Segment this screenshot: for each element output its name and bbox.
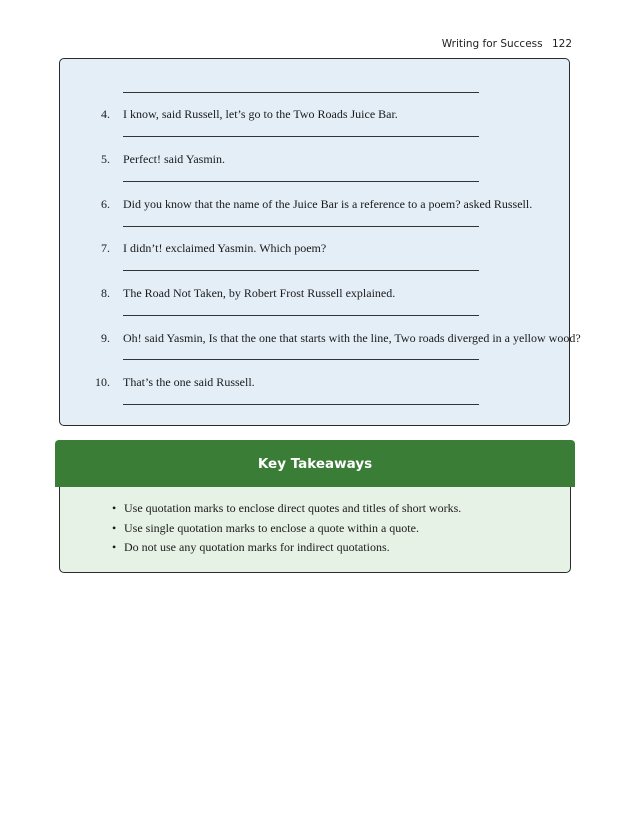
takeaway-text: Do not use any quotation marks for indirect quotations. (124, 540, 390, 554)
answer-line[interactable] (123, 404, 479, 405)
answer-line[interactable] (123, 270, 479, 271)
exercise-item (60, 286, 565, 304)
item-text: I know, said Russell, let’s go to the Two Roads Juice Bar. (123, 107, 398, 121)
item-number: 9. (101, 331, 110, 345)
item-text: I didn’t! exclaimed Yasmin. Which poem? (123, 241, 327, 255)
running-header (442, 38, 572, 50)
bullet-icon: • (112, 520, 117, 535)
takeaway-list (60, 501, 565, 560)
bullet-icon: • (112, 501, 117, 515)
item-text: The Road Not Taken, by Robert Frost Russell explained. (123, 286, 396, 300)
item-number: 5. (101, 152, 110, 166)
bullet-icon: • (112, 540, 117, 554)
item-text: Perfect! said Yasmin. (123, 152, 225, 166)
answer-line[interactable] (123, 136, 479, 137)
book-title: Writing for Success (441, 38, 543, 50)
takeaway-text: Use single quotation marks to enclose a quote within a quote. (124, 520, 419, 535)
answer-line[interactable] (123, 181, 479, 182)
exercise-box (59, 58, 581, 426)
answer-line[interactable] (123, 315, 479, 316)
answer-line[interactable] (123, 92, 479, 93)
item-number: 7. (101, 241, 110, 255)
exercise-item (60, 241, 565, 259)
answer-line[interactable] (123, 359, 479, 360)
takeaway-item (60, 501, 565, 521)
answer-line[interactable] (123, 226, 479, 227)
key-takeaways-box (59, 440, 571, 573)
exercise-item (60, 107, 565, 125)
item-number: 10. (95, 375, 110, 389)
item-number: 4. (101, 107, 110, 121)
page-number: 122 (551, 38, 572, 50)
item-number: 6. (101, 197, 110, 211)
exercise-item (60, 152, 565, 170)
item-text: Did you know that the name of the Juice Bar is a reference to a poem? asked Russell. (123, 197, 533, 211)
item-number: 8. (101, 286, 110, 300)
takeaway-item (60, 521, 565, 541)
key-takeaways-title: Key Takeaways (55, 440, 575, 487)
item-text: Oh! said Yasmin, Is that the one that starts with the line, Two roads diverged in a yellow wood? (123, 331, 581, 345)
takeaway-item (60, 540, 565, 560)
takeaway-text: Use quotation marks to enclose direct quotes and titles of short works. (124, 501, 462, 515)
exercise-item (60, 375, 565, 393)
exercise-item (60, 197, 565, 215)
item-text: That’s the one said Russell. (123, 375, 255, 389)
exercise-item (60, 331, 581, 349)
